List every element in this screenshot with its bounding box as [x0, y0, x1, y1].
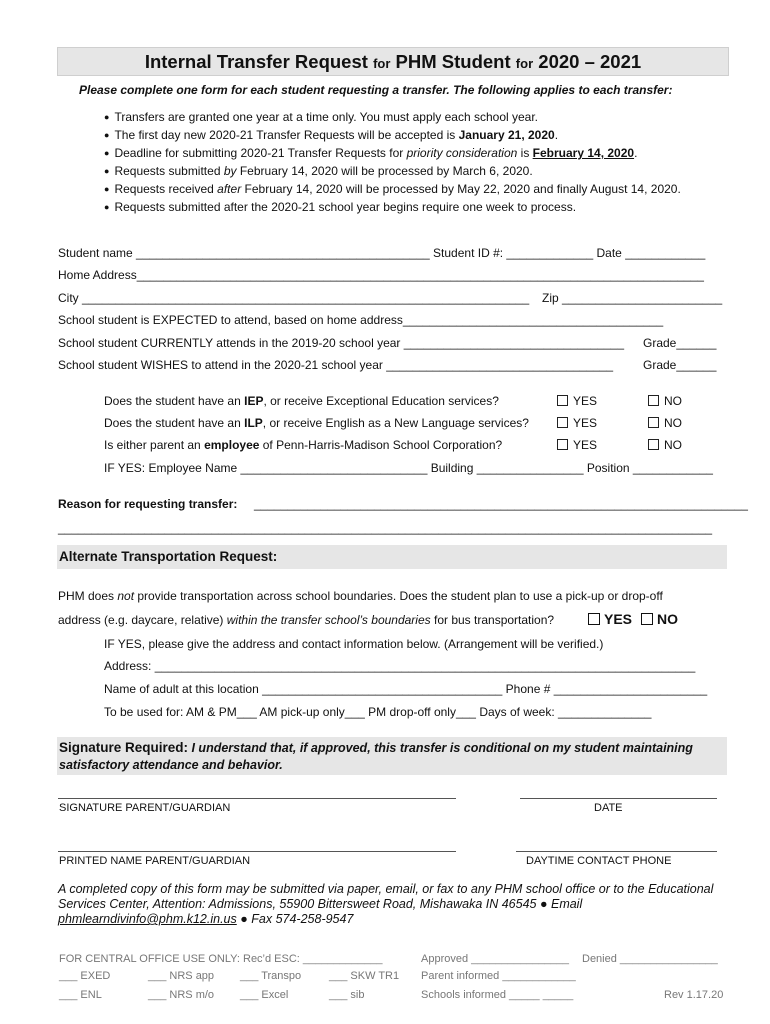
wish-grade-field[interactable]: Grade______: [643, 358, 717, 372]
reason-field[interactable]: __________________________________________________________________________: [254, 497, 748, 511]
office-nrs-app: ___ NRS app: [148, 970, 215, 982]
footer-line-3: [58, 912, 353, 926]
rule-item: ● Transfers are granted one year at a time only. You must apply each school year.: [104, 109, 681, 127]
title-part: PHM Student: [395, 51, 511, 72]
date-label: DATE: [594, 802, 623, 814]
signature-statement-2: satisfactory attendance and behavior.: [59, 758, 283, 772]
transport-usage-field[interactable]: To be used for: AM & PM___ AM pick-up only___ PM drop-off only___ Days of week: ______________: [104, 705, 652, 719]
transport-heading: Alternate Transportation Request:: [59, 549, 278, 564]
title-year: 2020 – 2021: [538, 51, 642, 72]
checkbox-icon: [557, 439, 568, 450]
rule-item: ● The first day new 2020-21 Transfer Requests will be accepted is January 21, 2020.: [104, 127, 681, 145]
transport-address-field[interactable]: Address: _________________________________________________________________________________: [104, 659, 696, 673]
employee-yes-checkbox[interactable]: YES: [557, 438, 597, 452]
student-name-field[interactable]: Student name ____________________________________________ Student ID #: _____________ Date ____________: [58, 246, 706, 260]
signature-line[interactable]: [58, 798, 456, 799]
checkbox-icon: [648, 395, 659, 406]
rules-list: [104, 109, 681, 217]
office-sib: ___ sib: [329, 989, 365, 1001]
ilp-yes-checkbox[interactable]: YES: [557, 416, 597, 430]
office-recd: Rec’d ESC: _____________: [243, 953, 383, 965]
email-link[interactable]: phmlearndivinfo@phm.k12.in.us: [58, 912, 237, 926]
checkbox-icon: [648, 417, 659, 428]
rule-item: ● Deadline for submitting 2020-21 Transfer Requests for priority consideration is February 14, 2020.: [104, 145, 681, 163]
title-for: for: [515, 56, 534, 71]
signature-statement: Signature Required: I understand that, if approved, this transfer is conditional on my student maintaining: [59, 740, 693, 755]
reason-label: Reason for requesting transfer:: [58, 497, 238, 511]
transport-no-checkbox[interactable]: NO: [641, 611, 678, 627]
rule-item: ● Requests submitted after the 2020-21 school year begins require one week to process.: [104, 199, 681, 217]
page-title: [145, 51, 641, 72]
checkbox-icon: [641, 613, 653, 625]
office-approved: Approved ________________: [421, 953, 570, 965]
date-line[interactable]: [520, 798, 717, 799]
city-field[interactable]: City ___________________________________________________________________: [58, 291, 530, 305]
transport-question: address (e.g. daycare, relative) within the transfer school’s boundaries for bus transportation?: [58, 613, 555, 627]
iep-no-checkbox[interactable]: NO: [648, 394, 682, 408]
current-grade-field[interactable]: Grade______: [643, 336, 717, 350]
rule-item: ● Requests received after February 14, 2020 will be processed by May 22, 2020 and finally August 14, 2020.: [104, 181, 681, 199]
checkbox-icon: [557, 417, 568, 428]
office-parent-informed: Parent informed ____________: [421, 970, 576, 982]
zip-field[interactable]: Zip ________________________: [542, 291, 723, 305]
checkbox-icon: [588, 613, 600, 625]
transport-ifyes: IF YES, please give the address and contact information below. (Arrangement will be verified.): [104, 637, 604, 651]
title-part: Internal Transfer Request: [144, 51, 368, 72]
employee-no-checkbox[interactable]: NO: [648, 438, 682, 452]
employee-question: Is either parent an employee of Penn-Harris-Madison School Corporation?: [104, 438, 503, 452]
printed-name-label: PRINTED NAME PARENT/GUARDIAN: [59, 855, 251, 867]
signature-label: SIGNATURE PARENT/GUARDIAN: [59, 802, 231, 814]
expected-school-field[interactable]: School student is EXPECTED to attend, based on home address_______________________________________: [58, 313, 664, 327]
office-transpo: ___ Transpo: [240, 970, 302, 982]
ilp-no-checkbox[interactable]: NO: [648, 416, 682, 430]
footer-line-1: A completed copy of this form may be submitted via paper, email, or fax to any PHM school office or to the Educational: [58, 882, 714, 896]
employee-details-field[interactable]: IF YES: Employee Name ____________________________ Building ________________ Position ____________: [104, 461, 713, 475]
revision-label: Rev 1.17.20: [664, 989, 724, 1001]
title-band: [57, 47, 729, 76]
office-skw: ___ SKW TR1: [329, 970, 400, 982]
subtitle: Please complete one form for each student requesting a transfer. The following applies to each transfer:: [79, 83, 673, 97]
phone-line[interactable]: [516, 851, 717, 852]
wish-school-field[interactable]: School student WISHES to attend in the 2020-21 school year __________________________________: [58, 358, 614, 372]
transport-paragraph: PHM does not provide transportation across school boundaries. Does the student plan to use a pick-up or drop-off: [58, 589, 663, 603]
title-for: for: [373, 56, 391, 71]
office-label: FOR CENTRAL OFFICE USE ONLY:: [59, 953, 240, 965]
footer-line-2: Services Center, Attention: Admissions, 55900 Bittersweet Road, Mishawaka IN 46545 ● Email: [58, 897, 583, 911]
rule-item: ● Requests submitted by February 14, 2020 will be processed by March 6, 2020.: [104, 163, 681, 181]
office-excel: ___ Excel: [240, 989, 289, 1001]
office-schools-informed: Schools informed _____ _____: [421, 989, 574, 1001]
office-enl: ___ ENL: [59, 989, 102, 1001]
transport-adult-field[interactable]: Name of adult at this location ____________________________________ Phone # _______________________: [104, 682, 708, 696]
ilp-question: Does the student have an ILP, or receive English as a New Language services?: [104, 416, 529, 430]
office-nrs-mo: ___ NRS m/o: [148, 989, 215, 1001]
printed-name-line[interactable]: [58, 851, 456, 852]
office-exed: ___ EXED: [59, 970, 111, 982]
transport-yes-checkbox[interactable]: YES: [588, 611, 632, 627]
current-school-field[interactable]: School student CURRENTLY attends in the 2019-20 school year _________________________________: [58, 336, 624, 350]
fax-text: ● Fax 574-258-9547: [236, 912, 354, 926]
phone-label: DAYTIME CONTACT PHONE: [526, 855, 672, 867]
checkbox-icon: [648, 439, 659, 450]
iep-yes-checkbox[interactable]: YES: [557, 394, 597, 408]
office-denied: Denied ________________: [582, 953, 718, 965]
reason-field-2[interactable]: __________________________________________________________________________________________________: [58, 521, 713, 535]
checkbox-icon: [557, 395, 568, 406]
iep-question: Does the student have an IEP, or receive Exceptional Education services?: [104, 394, 499, 408]
home-address-field[interactable]: Home Address_____________________________________________________________________________________: [58, 268, 704, 282]
